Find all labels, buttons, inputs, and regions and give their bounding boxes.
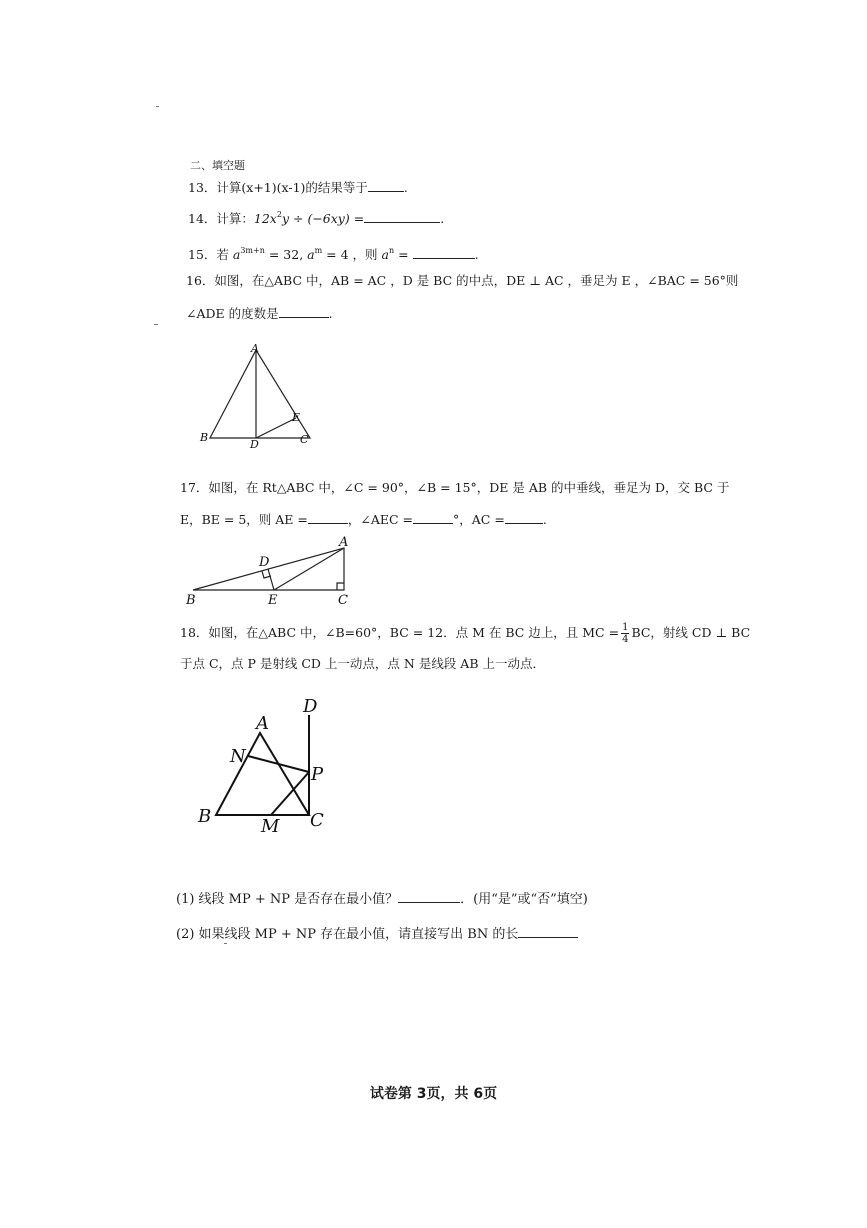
question-17-period: . bbox=[542, 512, 547, 527]
label-18-b: B bbox=[198, 806, 212, 827]
segment-de bbox=[268, 569, 274, 590]
right-angle-mark-c bbox=[337, 583, 344, 590]
label-18-a: A bbox=[256, 713, 269, 734]
label-17-c: C bbox=[338, 593, 348, 608]
question-18-part-1-hint: ．(用“是”或“否”填空) bbox=[460, 892, 588, 907]
question-13-text: 13．计算(x+1)(x-1)的结果等于 bbox=[188, 180, 368, 195]
question-14-expr-a: 12x bbox=[253, 211, 277, 226]
question-15-exp-3: n bbox=[388, 246, 395, 255]
question-16-line-1: 16．如图，在△ABC 中，AB = AC ，D 是 BC 的中点，DE ⊥ AC ，垂足为 E ，∠BAC = 56°则 bbox=[186, 273, 739, 288]
section-title: 二、填空题 bbox=[190, 159, 245, 172]
question-14-period: . bbox=[440, 211, 445, 226]
question-15-period: . bbox=[474, 247, 479, 262]
question-15-exp-2: m bbox=[314, 246, 323, 255]
question-18-line-2: 于点 C，点 P 是射线 CD 上一动点，点 N 是线段 AB 上一动点． bbox=[180, 656, 545, 671]
triangle-abc bbox=[210, 350, 310, 438]
label-16-b: B bbox=[200, 431, 209, 444]
label-17-d: D bbox=[259, 555, 270, 570]
label-16-a: A bbox=[251, 342, 259, 355]
question-15-prefix: 15．若 bbox=[188, 247, 233, 262]
fraction-denominator: 4 bbox=[622, 634, 629, 645]
segment-de bbox=[256, 418, 296, 438]
label-18-m: M bbox=[261, 816, 280, 837]
label-16-c: C bbox=[300, 433, 309, 446]
question-18-text-a: 18．如图，在△ABC 中，∠B=60°，BC = 12．点 M 在 BC 边上，且 MC = bbox=[180, 625, 620, 640]
question-18-part-2-prompt: (2) 如果线段 MP + NP 存在最小值，请直接写出 BN 的长 bbox=[176, 927, 519, 942]
question-15-var-a: a bbox=[381, 247, 389, 262]
page-footer: 试卷第 3页，共 6页 bbox=[369, 1086, 498, 1102]
segment-ae bbox=[274, 548, 344, 590]
question-15-mid-1: = 32, bbox=[264, 247, 308, 262]
label-16-e: E bbox=[292, 411, 301, 424]
question-17-ac-prompt: °，AC = bbox=[453, 512, 505, 527]
label-17-e: E bbox=[268, 593, 278, 608]
question-14-expr-b: y ÷ (−6xy) = bbox=[281, 211, 365, 226]
fraction-numerator: 1 bbox=[622, 622, 629, 633]
question-13-period: . bbox=[403, 180, 408, 195]
label-17-b: B bbox=[186, 593, 196, 608]
label-18-n: N bbox=[230, 746, 246, 767]
question-15-exp-1: 3m+n bbox=[240, 246, 265, 255]
question-16-prompt: ∠ADE 的度数是 bbox=[186, 306, 279, 321]
question-15-mid-2: = 4 ，则 bbox=[322, 247, 382, 262]
question-17-line-1: 17．如图，在 Rt△ABC 中，∠C = 90°，∠B = 15°，DE 是 AB 的中垂线，垂足为 D，交 BC 于 bbox=[180, 480, 730, 495]
question-14-prefix: 14．计算： bbox=[188, 211, 254, 226]
question-15-var-a: a bbox=[232, 247, 241, 262]
segment-mp bbox=[271, 772, 309, 815]
figure-16 bbox=[210, 350, 310, 438]
question-15-equals: = bbox=[394, 247, 413, 262]
label-18-p: P bbox=[311, 764, 324, 785]
question-17-aec-prompt: ，∠AEC = bbox=[347, 512, 414, 527]
label-18-c: C bbox=[310, 810, 324, 831]
question-18-part-1-prompt: (1) 线段 MP + NP 是否存在最小值？ bbox=[176, 892, 399, 907]
label-17-a: A bbox=[339, 535, 349, 550]
question-17-ae-prompt: E，BE = 5，则 AE = bbox=[180, 512, 308, 527]
label-18-d: D bbox=[303, 696, 318, 717]
question-18-text-b: BC，射线 CD ⊥ BC bbox=[631, 625, 751, 640]
question-14: 14．计算：$12x^2y \div (-6xy)$ = . bbox=[188, 210, 445, 226]
label-16-d: D bbox=[250, 438, 259, 451]
segment-np bbox=[248, 756, 309, 772]
question-15-var-a: a bbox=[307, 247, 315, 262]
question-16-period: . bbox=[328, 306, 333, 321]
